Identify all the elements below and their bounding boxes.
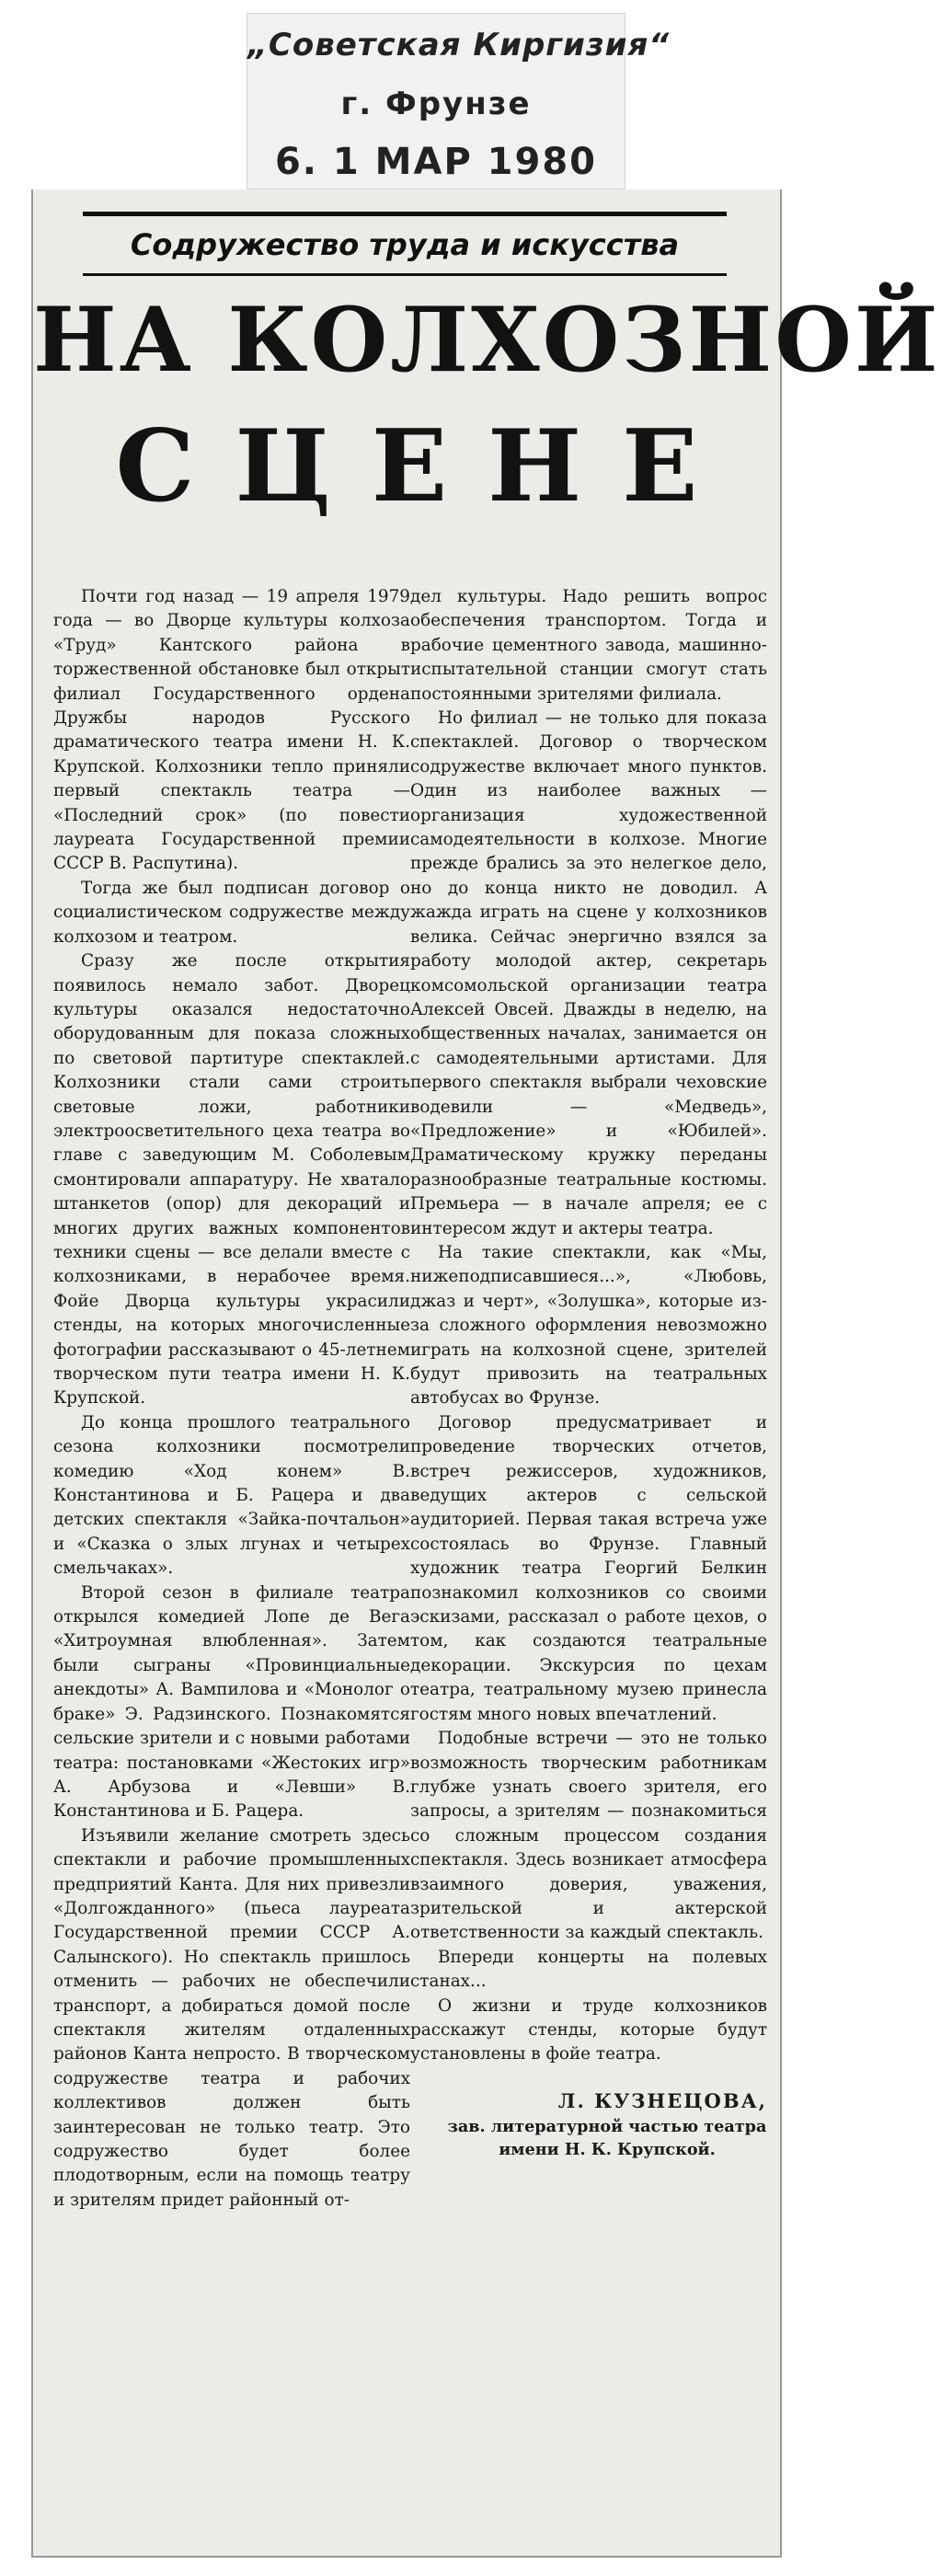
author-title: зав. литературной частью театра имени Н. К. Крупской. (447, 2116, 767, 2159)
article-paragraph: Но филиал — не только для показа спектаклей. Договор о творческом содружестве включает много пунктов. Один из наиболее важных — организация художественной самодеятельности в колхозе. Многие прежде брались за это нелегкое дело, но до конца никто не доводил. А жажда играть на сцене у колхозников велика. Сейчас энергично взялся за работу молодой актер, секретарь комсомольской организации театра Алексей Овсей. Дважды в неделю, на общественных началах, занимается он с самодеятельными артистами. Для первого спектакля выбрали чеховские водевили — «Медведь», «Предложение» и «Юбилей». Драматическому кружку переданы разнообразные театральные костюмы. Премьера — в начале апреля; ее с интересом ждут и актеры театра. (410, 708, 767, 1238)
article-paragraph: дел культуры. Надо решить вопрос обеспечения транспортом. Тогда и рабочие цементного завода, машинно-испытательной станции смогут стать постоянными зрителями филиала. (410, 587, 767, 704)
newspaper-stamp (247, 13, 671, 190)
article-paragraph: О жизни и труде колхозников расскажут стенды, которые будут установлены в фойе театра. (410, 1995, 767, 2064)
article-column-right (410, 585, 767, 2161)
article-paragraph: Сразу же после открытия появилось немало забот. Дворец культуры оказался недостаточно оборудованным для показа сложных по световой партитуре спектаклей. Колхозники стали сами строить световые ложи, работники электроосветительного цеха театра во главе с заведующим М. Соболевым смонтировали аппаратуру. Не хватало штанкетов (опор) для декораций и многих других важных компонентов техники сцены — все делали вместе с колхозниками, в нерабочее время. Фойе Дворца культуры украсили стенды, на которых многочисленные фотографии рассказывают о 45-летнем творческом пути театра имени Н. К. Крупской. (53, 951, 410, 1409)
author-name: Л. КУЗНЕЦОВА, (557, 2088, 767, 2112)
stamp-newspaper-name: „Советская Киргизия“ (247, 27, 671, 63)
stamp-city: г. Фрунзе (340, 86, 532, 122)
article-paragraph: Подобные встречи — это не только возможность творческим работникам глубже узнать своего зрителя, его запросы, а зрителям — познакомиться со сложным процессом создания спектакля. Здесь возникает атмосфера взаимного доверия, уважения, зрительской и актерской ответственности за каждый спектакль. (410, 1729, 767, 1943)
article-paragraph: Изъявили желание смотреть здесь спектакли и рабочие промышленных предприятий Канта. Для них привезли «Долгожданного» (пьеса лауреата Государственной премии СССР А. Салынского). Но спектакль пришлось отменить — рабочих не обеспечили транспорт, а добираться домой после спектакля жителям отдаленных районов Канта непросто. В творческом содружестве театра и рабочих коллективов должен быть заинтересован не только театр. Это содружество будет более плодотворным, если на помощь театру и зрителям придет районный от- (53, 1825, 410, 2210)
article-paragraph: До конца прошлого театрального сезона колхозники посмотрели комедию «Ход конем» В. Константинова и Б. Рацера и два детских спектакля «Зайка-почтальон» и «Сказка о злых лгунах и четырех смельчаках». (53, 1412, 410, 1579)
headline-line-2: СЦЕНЕ (115, 408, 739, 524)
article-column-left (53, 585, 410, 2213)
article-paragraph: Впереди концерты на полевых станах... (410, 1947, 767, 1992)
article-paragraph: Договор предусматривает и проведение творческих отчетов, встреч режиссеров, художников, ведущих актеров с сельской аудиторией. Первая такая встреча уже состоялась во Фрунзе. Главный художник театра Георгий Белкин познакомил колхозников со своими эскизами, рассказал о работе цехов, о том, как создаются театральные декорации. Экскурсия по цехам театра, театральному музею принесла гостям много новых впечатлений. (410, 1412, 767, 1724)
rubric-header: Содружество труда и искусства (83, 212, 727, 276)
signature (410, 2087, 767, 2161)
article-paragraph: Почти год назад — 19 апреля 1979 года — во Дворце культуры колхоза «Труд» Кантского района в торжественной обстановке был открыт филиал Государственного ордена Дружбы народов Русского драматического театра имени Н. К. Крупской. Колхозники тепло приняли первый спектакль театра — «Последний срок» (по повести лауреата Государственной премии СССР В. Распутина). (53, 587, 410, 874)
newspaper-clipping (31, 190, 941, 2558)
article-paragraph: На такие спектакли, как «Мы, нижеподписавшиеся...», «Любовь, джаз и черт», «Золушка», которые из-за сложного оформления невозможно играть на колхозной сцене, зрителей будут привозить на театральных автобусах во Фрунзе. (410, 1242, 767, 1409)
article-paragraph: Второй сезон в филиале театра открылся комедией Лопе де Вега «Хитроумная влюбленная». Затем были сыграны «Провинциальные анекдоты» А. Вампилова и «Монолог о браке» Э. Радзинского. Познакомятся сельские зрители и с новыми работами театра: постановками «Жестоких игр» А. Арбузова и «Левши» В. Константинова и Б. Рацера. (53, 1582, 410, 1822)
article-paragraph: Тогда же был подписан договор о социалистическом содружестве между колхозом и театром. (53, 878, 410, 947)
headline-line-1: НА КОЛХОЗНОЙ (33, 288, 941, 392)
stamp-date: 6. 1 МАР 1980 (274, 141, 598, 183)
